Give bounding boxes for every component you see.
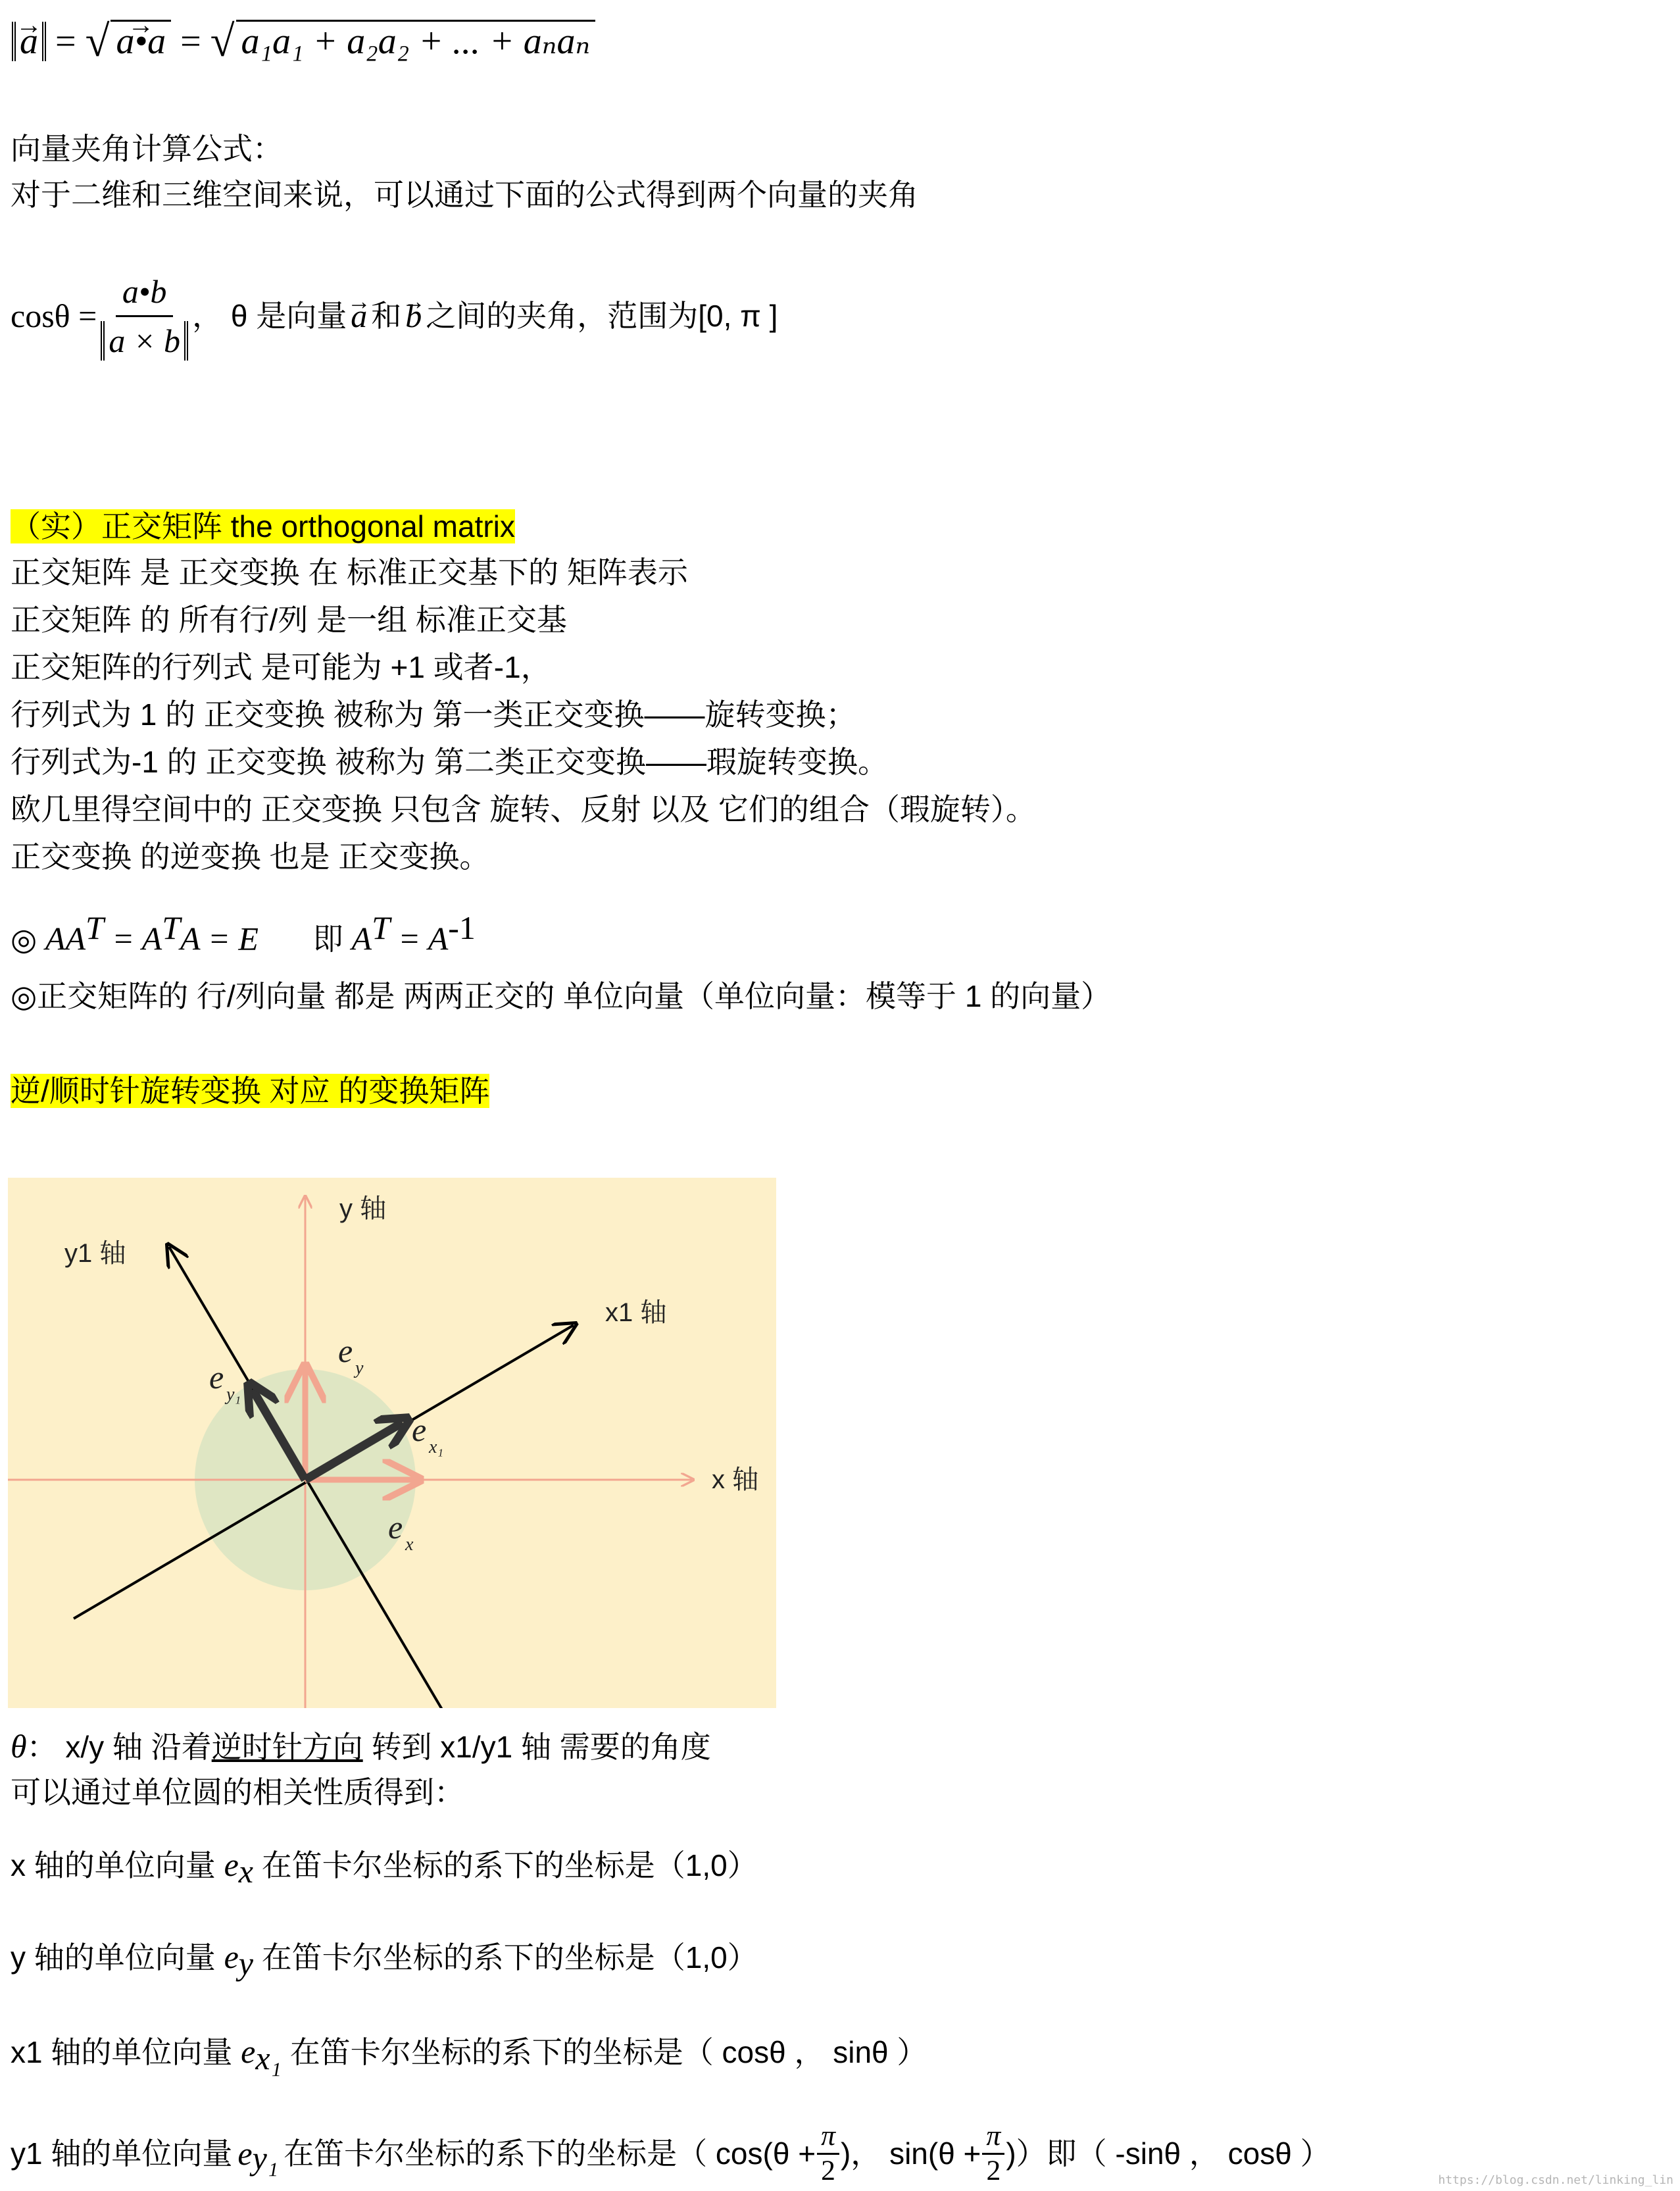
- eq-e: A = E: [180, 920, 259, 957]
- y-axis-label: y 轴: [339, 1194, 387, 1223]
- ortho-line-3: 正交矩阵的行列式 是可能为 +1 或者-1，: [11, 650, 551, 684]
- t-sup: T: [162, 909, 181, 946]
- watermark: https://blog.csdn.net/linking_lin: [1438, 2173, 1673, 2187]
- coord-sub: y: [238, 1945, 253, 1982]
- component-sum: a₁a₁ + a₂a₂ + ... + aₙaₙ: [236, 20, 596, 61]
- ey1-sub: y₁: [226, 1384, 241, 1405]
- coord-line-y1: [11, 2117, 1331, 2190]
- theta-text-1: ： x/y 轴 沿着: [26, 1730, 212, 1764]
- coord-prefix: y1 轴的单位向量: [11, 2136, 233, 2171]
- coord-mid2: )， sin(θ +: [840, 2136, 981, 2171]
- angle-note-mid: 和: [371, 299, 402, 333]
- eq-a: = A: [103, 920, 162, 957]
- cos-numerator: a•b: [116, 272, 174, 317]
- ex-sub: x: [405, 1534, 414, 1555]
- rotation-diagram: [8, 1178, 776, 1708]
- coord-suffix: 在笛卡尔坐标的系下的坐标是（1,0）: [261, 1848, 758, 1882]
- coord-symbol: e: [224, 1846, 239, 1883]
- coord-symbol: e: [224, 1938, 239, 1975]
- x1-axis-label: x1 轴: [605, 1298, 667, 1327]
- pi-numerator: π: [982, 2121, 1004, 2155]
- coord-prefix: x1 轴的单位向量: [11, 2035, 233, 2069]
- theta-symbol: θ: [11, 1728, 27, 1765]
- coord-symbol: e: [241, 2033, 256, 2070]
- coord-line-x1: [11, 2032, 927, 2078]
- coord-suffix: 在笛卡尔坐标的系下的坐标是（ cosθ ， sinθ ）: [289, 2035, 927, 2069]
- pi-numerator: π: [817, 2121, 839, 2155]
- ortho-line-7: 正交变换 的逆变换 也是 正交变换。: [11, 840, 490, 874]
- norm-formula: → a = √→ a•a = √ a₁a₁ + a₂a₂ + ... + aₙaₙ: [12, 20, 595, 61]
- coord-line-y: [11, 1937, 758, 1983]
- inv-sup: -1: [448, 909, 476, 946]
- dot-product: → a•a: [116, 22, 166, 61]
- ji-label: 即: [312, 922, 343, 957]
- ex1-sub: x₁: [429, 1437, 444, 1457]
- coord-sub: x: [238, 1853, 253, 1890]
- theta-underlined: 逆时针方向: [211, 1730, 363, 1764]
- ex1-label: e: [412, 1411, 427, 1448]
- coord-prefix: y 轴的单位向量: [11, 1940, 216, 1975]
- ey-label: e: [338, 1332, 353, 1369]
- two-denominator: 2: [986, 2154, 1001, 2186]
- coord-end: )）即（ -sinθ ， cosθ ）: [1006, 2136, 1331, 2171]
- angle-note-suffix: 之间的夹角，范围为[0, π ]: [426, 299, 778, 333]
- t-sup: T: [86, 909, 104, 946]
- angle-note-prefix: ， θ 是向量: [192, 299, 347, 333]
- ortho-line-6: 欧几里得空间中的 正交变换 只包含 旋转、反射 以及 它们的组合（瑕旋转）。: [11, 792, 1036, 826]
- ex-label: e: [388, 1509, 403, 1546]
- ey1-label: e: [209, 1359, 224, 1396]
- theta-text-2: 转到 x1/y1 轴 需要的角度: [362, 1730, 711, 1764]
- cos-label: cosθ =: [11, 297, 97, 334]
- identity-formula: [11, 908, 476, 959]
- ortho-line-4: 行列式为 1 的 正交变换 被称为 第一类正交变换——旋转变换；: [11, 697, 856, 732]
- ortho-line-2: 正交矩阵 的 所有行/列 是一组 标准正交基: [11, 603, 567, 637]
- unit-vector-line: ◎正交矩阵的 行/列向量 都是 两两正交的 单位向量（单位向量：模等于 1 的向量）: [11, 979, 1112, 1013]
- coord-sub: y₁: [252, 2140, 279, 2177]
- aat: AA: [45, 920, 86, 957]
- coord-sub: x₁: [255, 2040, 282, 2077]
- vector-a: → a: [20, 22, 38, 61]
- x-axis-label: x 轴: [712, 1465, 759, 1494]
- coord-symbol: e: [237, 2135, 253, 2172]
- rotation-title: 逆/顺时针旋转变换 对应 的变换矩阵: [11, 1074, 490, 1108]
- note-vector-a: → a: [351, 296, 367, 336]
- coord-prefix: x 轴的单位向量: [11, 1848, 216, 1882]
- orthogonal-title: （实）正交矩阵 the orthogonal matrix: [11, 509, 515, 543]
- angle-heading: 向量夹角计算公式：: [11, 132, 283, 166]
- two-denominator: 2: [821, 2154, 835, 2186]
- cosine-formula: [11, 237, 778, 395]
- coord-line-x: [11, 1845, 758, 1891]
- coord-suffix: 在笛卡尔坐标的系下的坐标是（1,0）: [261, 1940, 758, 1975]
- ortho-line-5: 行列式为-1 的 正交变换 被称为 第二类正交变换——瑕旋转变换。: [11, 745, 889, 779]
- angle-description: 对于二维和三维空间来说，可以通过下面的公式得到两个向量的夹角: [11, 178, 918, 212]
- t-sup: T: [372, 909, 390, 946]
- theta-line: [11, 1726, 711, 1767]
- bullet: ◎: [11, 922, 37, 957]
- a-term: A: [351, 920, 372, 957]
- theta-line-2: 可以通过单位圆的相关性质得到：: [11, 1775, 464, 1809]
- ortho-line-1: 正交矩阵 是 正交变换 在 标准正交基下的 矩阵表示: [11, 555, 688, 590]
- y1-axis-label: y1 轴: [64, 1239, 126, 1268]
- cos-denominator: a × b: [101, 321, 188, 361]
- note-vector-b: → b: [405, 296, 422, 336]
- coord-mid: 在笛卡尔坐标的系下的坐标是（ cos(θ +: [284, 2136, 816, 2171]
- eq-ainv: = A: [389, 920, 449, 957]
- ey-sub: y: [355, 1358, 364, 1378]
